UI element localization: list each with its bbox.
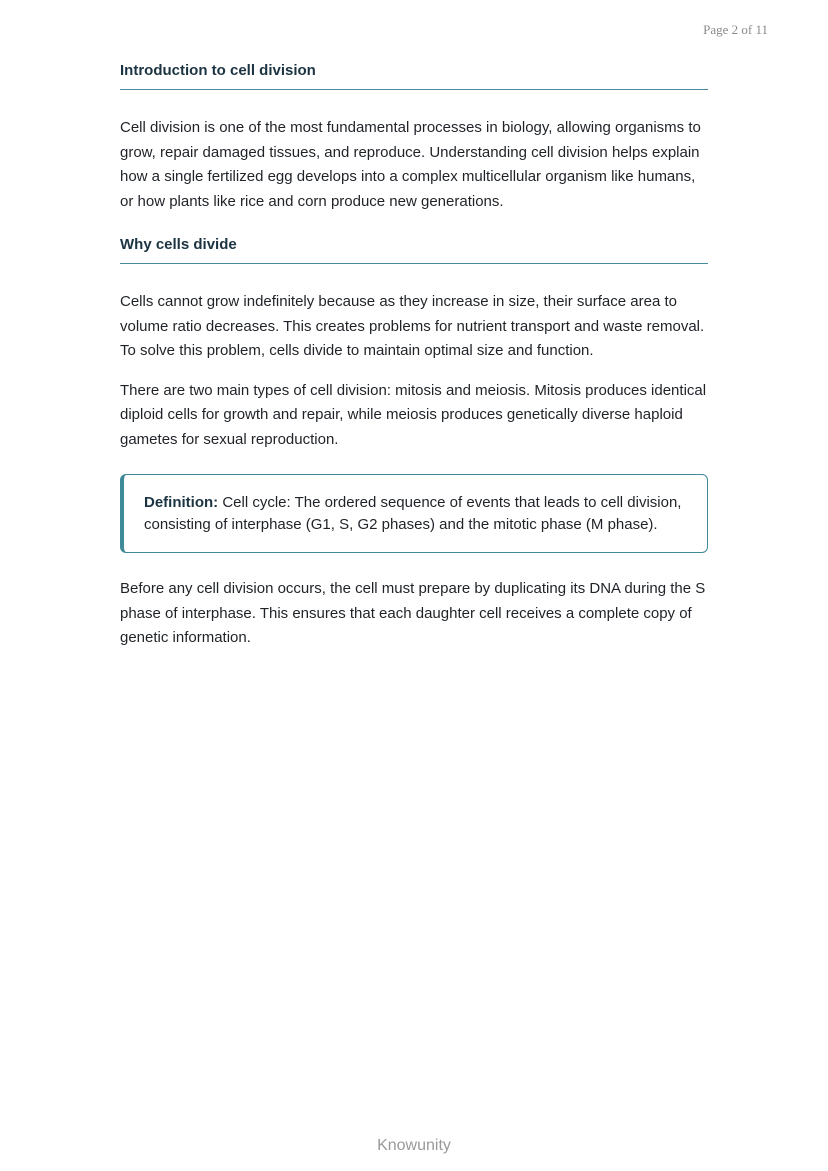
paragraph-introduction: Cell division is one of the most fundamental processes in biology, allowing organisms to grow, repair damaged tissues, and reproduce. Understanding cell division helps explain how a single fertilized egg develops into a complex multicellular organism like humans, or how plants like rice and corn produce new generations. [120,119,701,210]
definition-box [120,474,708,553]
paragraph-surface-area: Cells cannot grow indefinitely because as they increase in size, their surface area to volume ratio decreases. This creates problems for nutrient transport and waste removal. To solve this problem, cells divide to maintain optimal size and function. [120,293,705,359]
paragraph-dna-duplication: Before any cell division occurs, the cell must prepare by duplicating its DNA during the S phase of interphase. This ensures that each daughter cell receives a complete copy of genetic information. [120,580,706,646]
footer-brand: Knowunity [377,1137,451,1154]
definition-term: Definition: [144,494,219,511]
paragraph-division-types: There are two main types of cell division: mitosis and meiosis. Mitosis produces identical diploid cells for growth and repair, while meiosis produces genetically diverse haploid gametes for sexual reproduction. [120,381,707,448]
page-number: Page 2 of 11 [703,22,768,37]
definition-text: Cell cycle: The ordered sequence of events that leads to cell division, consisting of interphase (G1, S, G2 phases) and the mitotic phase (M phase). [144,494,682,533]
section-heading-introduction: Introduction to cell division [120,62,708,90]
document-body [120,62,708,651]
section-heading-why-cells-divide: Why cells divide [120,236,708,264]
